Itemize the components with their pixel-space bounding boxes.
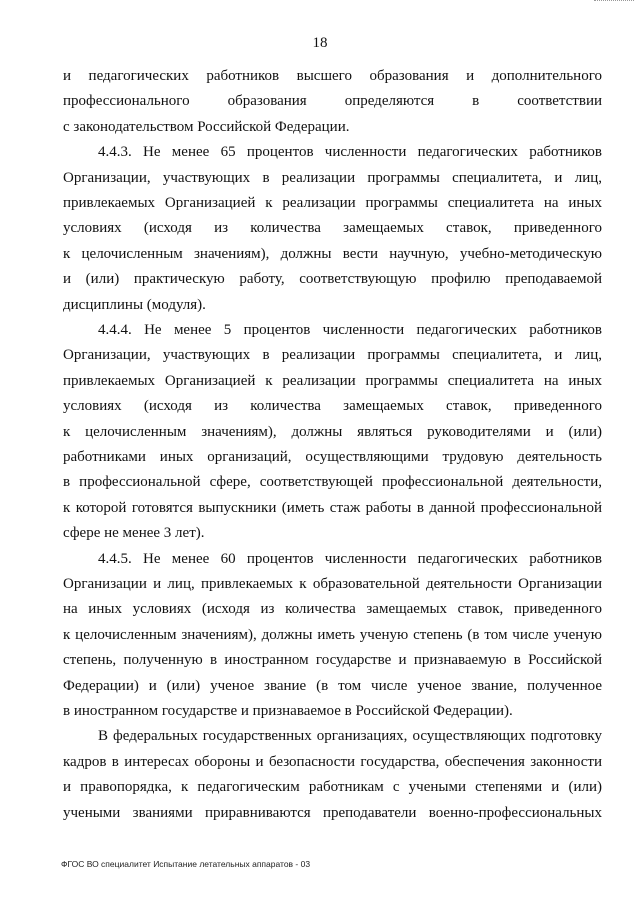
paragraph-first-line: 4.4.4. Не менее 5 процентов численности педагогических работников xyxy=(98,322,602,338)
text-line: условиях (исходя из количества замещаемых ставок, приведенного xyxy=(63,398,602,415)
text-line: и (или) практическую работу, соответствующую профилю преподаваемой xyxy=(63,271,602,288)
paragraph-first-line: В федеральных государственных организациях, осуществляющих подготовку xyxy=(98,728,602,745)
text-line: сфере не менее 3 лет). xyxy=(63,525,205,542)
paragraph-first-line: 4.4.3. Не менее 65 процентов численности педагогических работников xyxy=(98,144,602,161)
text-line: Федерации) и (или) ученое звание (в том числе ученое звание, полученное xyxy=(63,677,602,694)
text-line: дисциплины (модуля). xyxy=(63,296,206,313)
text-line: профессионального образования определяются в соответствии xyxy=(63,93,602,110)
text-line: Организации и лиц, привлекаемых к образовательной деятельности Организации xyxy=(63,576,602,592)
text-line: к целочисленным значениям), должны иметь ученую степень (в том числе ученую xyxy=(63,626,602,643)
paragraph-first-line: 4.4.5. Не менее 60 процентов численности педагогических работников xyxy=(98,550,602,567)
text-line: условиях (исходя из количества замещаемых ставок, приведенного xyxy=(63,220,602,237)
text-line: Организации, участвующих в реализации программы специалитета, и лиц, xyxy=(63,347,602,364)
text-line: привлекаемых Организацией к реализации программы специалитета на иных xyxy=(63,195,602,211)
text-line: в иностранном государстве и признаваемое в Российской Федерации). xyxy=(63,703,513,719)
text-line: и правопорядка, к педагогическим работникам с учеными степенями и (или) xyxy=(63,779,602,796)
text-line: кадров в интересах обороны и безопасности государства, обеспечения законности xyxy=(63,753,602,770)
text-line: к целочисленным значениям), должны являться руководителями и (или) xyxy=(63,423,602,440)
text-line: степень, полученную в иностранном государстве и признаваемую в Российской xyxy=(63,652,602,669)
text-line: к которой готовятся выпускники (иметь стаж работы в данной профессиональной xyxy=(63,499,602,516)
text-line: в профессиональной сфере, соответствующей профессиональной деятельности, xyxy=(63,474,602,491)
text-line: работниками иных организаций, осуществляющими трудовую деятельность xyxy=(63,449,602,465)
scan-edge-mark xyxy=(594,0,634,2)
text-line: к целочисленным значениям), должны вести научную, учебно-методическую xyxy=(63,245,602,262)
text-line: привлекаемых Организацией к реализации программы специалитета на иных xyxy=(63,372,602,389)
text-line: и педагогических работников высшего образования и дополнительного xyxy=(63,68,602,84)
text-line: учеными званиями приравниваются преподаватели военно-профессиональных xyxy=(63,804,602,821)
page-number: 18 xyxy=(312,35,328,51)
text-line: на иных условиях (исходя из количества замещаемых ставок, приведенного xyxy=(63,601,602,618)
text-line: с законодательством Российской Федерации. xyxy=(63,118,350,135)
text-line: Организации, участвующих в реализации программы специалитета, и лиц, xyxy=(63,169,602,186)
page-footer: ФГОС ВО специалитет Испытание летательных аппаратов - 03 xyxy=(61,859,311,869)
